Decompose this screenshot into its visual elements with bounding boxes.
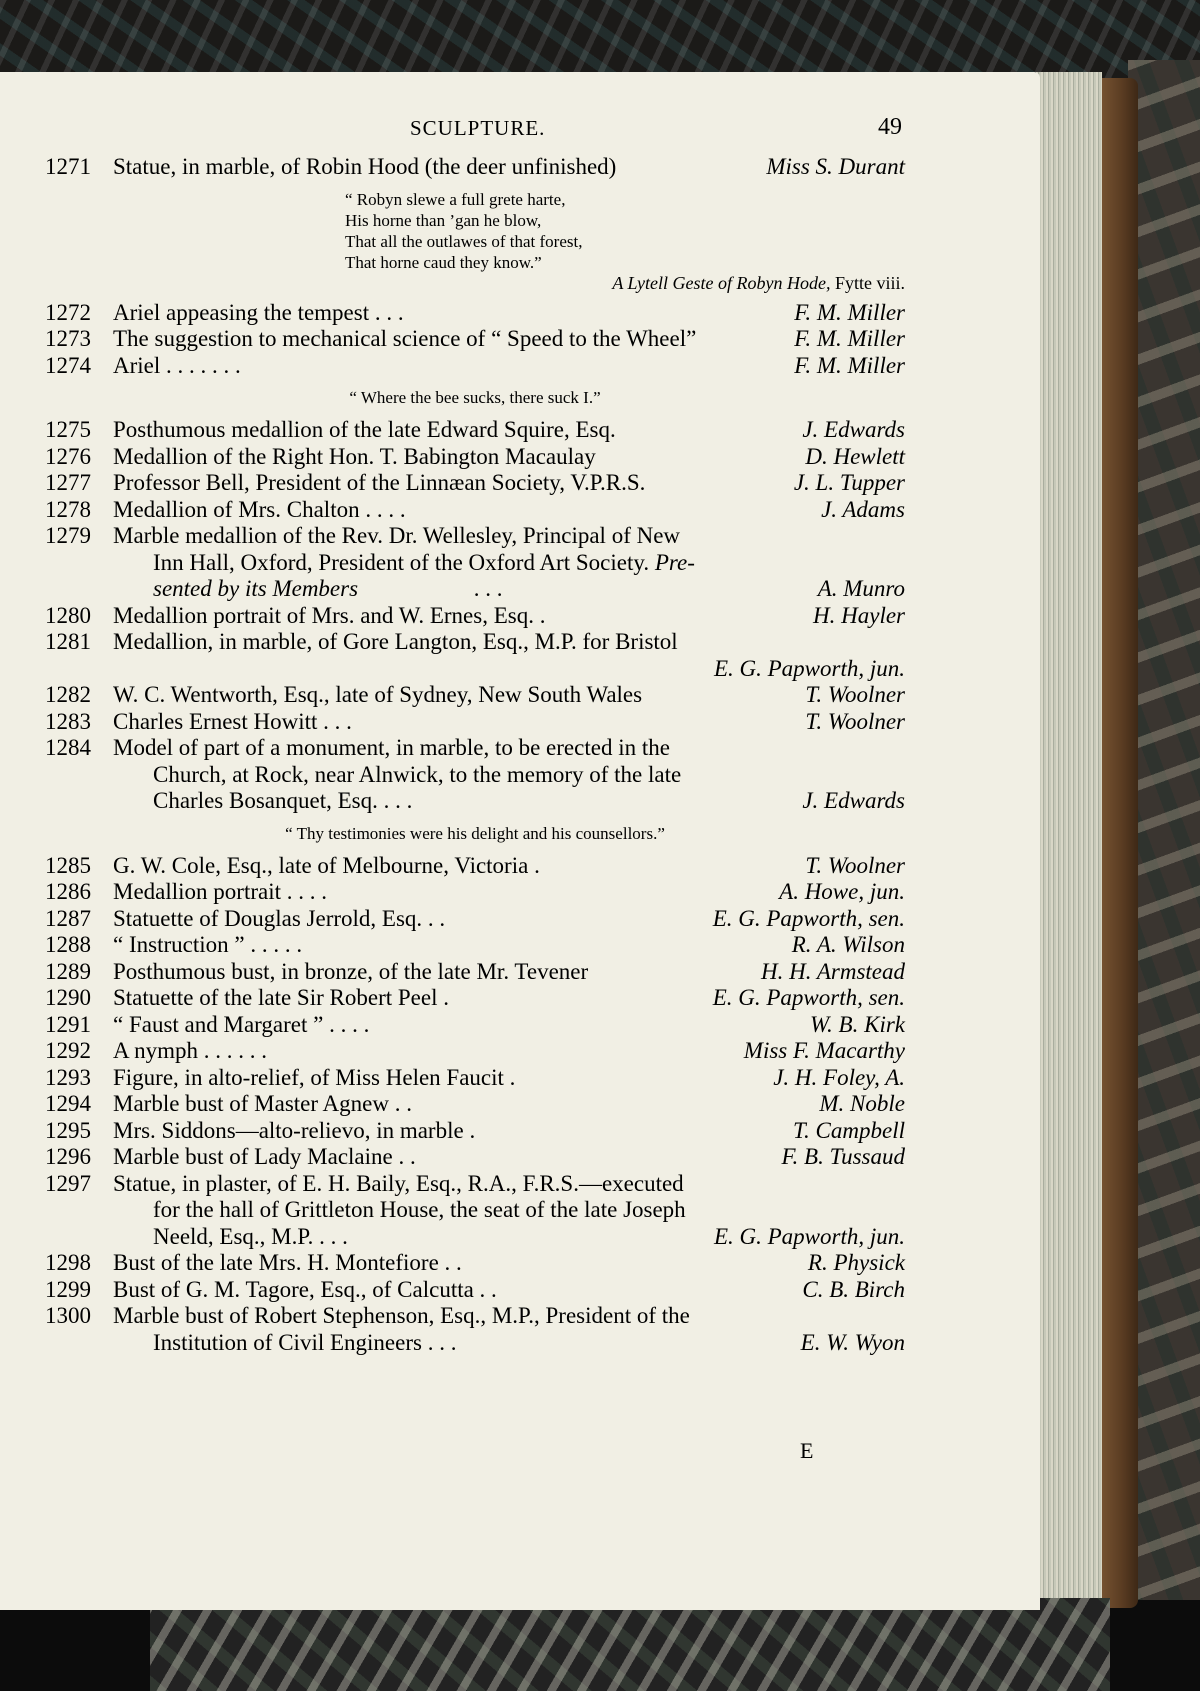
- entry-1296: 1296 Marble bust of Lady Maclaine . . F. B. Tussaud: [45, 1144, 905, 1169]
- entry-1285: 1285 G. W. Cole, Esq., late of Melbourne, Victoria . T. Woolner: [45, 852, 905, 878]
- entry-1273: 1273 The suggestion to mechanical science of “ Speed to the Wheel” F. M. Miller: [45, 326, 905, 351]
- entry-1275: 1275 Posthumous medallion of the late Edward Squire, Esq. J. Edwards: [45, 417, 905, 442]
- ariel-quote: “ Where the bee sucks, there suck I.”: [349, 388, 601, 407]
- page-title: SCULPTURE.: [410, 116, 546, 140]
- entry-1295: 1295 Mrs. Siddons—alto-relievo, in marble . T. Campbell: [45, 1117, 905, 1143]
- entry-1300: 1300 Marble bust of Robert Stephenson, Esq., M.P., President of the Institution of Civil Engineers . . . E. W. Wyon: [45, 1303, 905, 1355]
- entry-1278: 1278 Medallion of Mrs. Chalton . . . . J. Adams: [45, 496, 905, 522]
- entry-1298: 1298 Bust of the late Mrs. H. Montefiore . . R. Physick: [45, 1250, 905, 1275]
- entry-1293: 1293 Figure, in alto-relief, of Miss Helen Faucit . J. H. Foley, A.: [45, 1064, 905, 1090]
- entry-1282: 1282 W. C. Wentworth, Esq., late of Sydney, New South Wales T. Woolner: [45, 682, 905, 707]
- entry-1297: 1297 Statue, in plaster, of E. H. Baily, Esq., R.A., F.R.S.—executed for the hall of Grittleton House, the seat of the late Joseph Neeld, Esq., M.P. . . . E. G. Papworth, jun.: [45, 1170, 905, 1249]
- entry-1287: 1287 Statuette of Douglas Jerrold, Esq. . . E. G. Papworth, sen.: [45, 905, 905, 931]
- testimonies-quote: “ Thy testimonies were his delight and his counsellors.”: [285, 823, 665, 843]
- entry-1294: 1294 Marble bust of Master Agnew . . M. Noble: [45, 1091, 905, 1116]
- entry-1299: 1299 Bust of G. M. Tagore, Esq., of Calcutta . . C. B. Birch: [45, 1276, 905, 1302]
- entry-1283: 1283 Charles Ernest Howitt . . . T. Woolner: [45, 708, 905, 734]
- entry-1292: 1292 A nymph . . . . . . Miss F. Macarthy: [45, 1038, 905, 1063]
- entry-1274: 1274 Ariel . . . . . . . F. M. Miller: [45, 352, 905, 378]
- entry-1277: 1277 Professor Bell, President of the Linnæan Society, V.P.R.S. J. L. Tupper: [45, 470, 905, 495]
- catchword: E: [800, 1438, 814, 1463]
- entry-1280: 1280 Medallion portrait of Mrs. and W. Ernes, Esq. . H. Hayler: [45, 602, 905, 628]
- verse-source: A Lytell Geste of Robyn Hode, Fytte viii.: [612, 272, 905, 293]
- entry-1279: 1279 Marble medallion of the Rev. Dr. Wellesley, Principal of New Inn Hall, Oxford, President of the Oxford Art Society. Pre- sented by its Members . . . A. Munro: [45, 523, 905, 601]
- marbled-endpaper-bottom: [150, 1598, 1110, 1691]
- marbled-endpaper-right: [1128, 60, 1200, 1600]
- page-number: 49: [878, 114, 902, 140]
- entry-1272: 1272 Ariel appeasing the tempest . . . F. M. Miller: [45, 299, 905, 325]
- leather-binding: [1098, 78, 1138, 1608]
- entry-1291: 1291 “ Faust and Margaret ” . . . . W. B. Kirk: [45, 1011, 905, 1037]
- entry-1286: 1286 Medallion portrait . . . . A. Howe, jun.: [45, 879, 905, 904]
- entry-1284: 1284 Model of part of a monument, in marble, to be erected in the Church, at Rock, near Alnwick, to the memory of the late Charles Bosanquet, Esq. . . . J. Edwards: [45, 735, 905, 813]
- entry-1289: 1289 Posthumous bust, in bronze, of the late Mr. Tevener H. H. Armstead: [45, 958, 905, 984]
- entry-1271: 1271 Statue, in marble, of Robin Hood (the deer unfinished) Miss S. Durant: [45, 154, 905, 179]
- catalogue-entries: [45, 154, 905, 1356]
- entry-1276: 1276 Medallion of the Right Hon. T. Babington Macaulay D. Hewlett: [45, 443, 905, 469]
- robin-hood-verse: “ Robyn slewe a full grete harte, His horne than ’gan he blow, That all the outlawes of that forest, That horne caud they know.” A Lytell Geste of Robyn Hode, Fytte viii.: [345, 189, 905, 293]
- entry-1290: 1290 Statuette of the late Sir Robert Peel . E. G. Papworth, sen.: [45, 985, 905, 1010]
- entry-1288: 1288 “ Instruction ” . . . . . R. A. Wilson: [45, 932, 905, 957]
- entry-1281: 1281 Medallion, in marble, of Gore Langton, Esq., M.P. for Bristol E. G. Papworth, jun.: [45, 629, 905, 681]
- running-header: [0, 116, 1040, 156]
- page-edges: [1036, 72, 1102, 1607]
